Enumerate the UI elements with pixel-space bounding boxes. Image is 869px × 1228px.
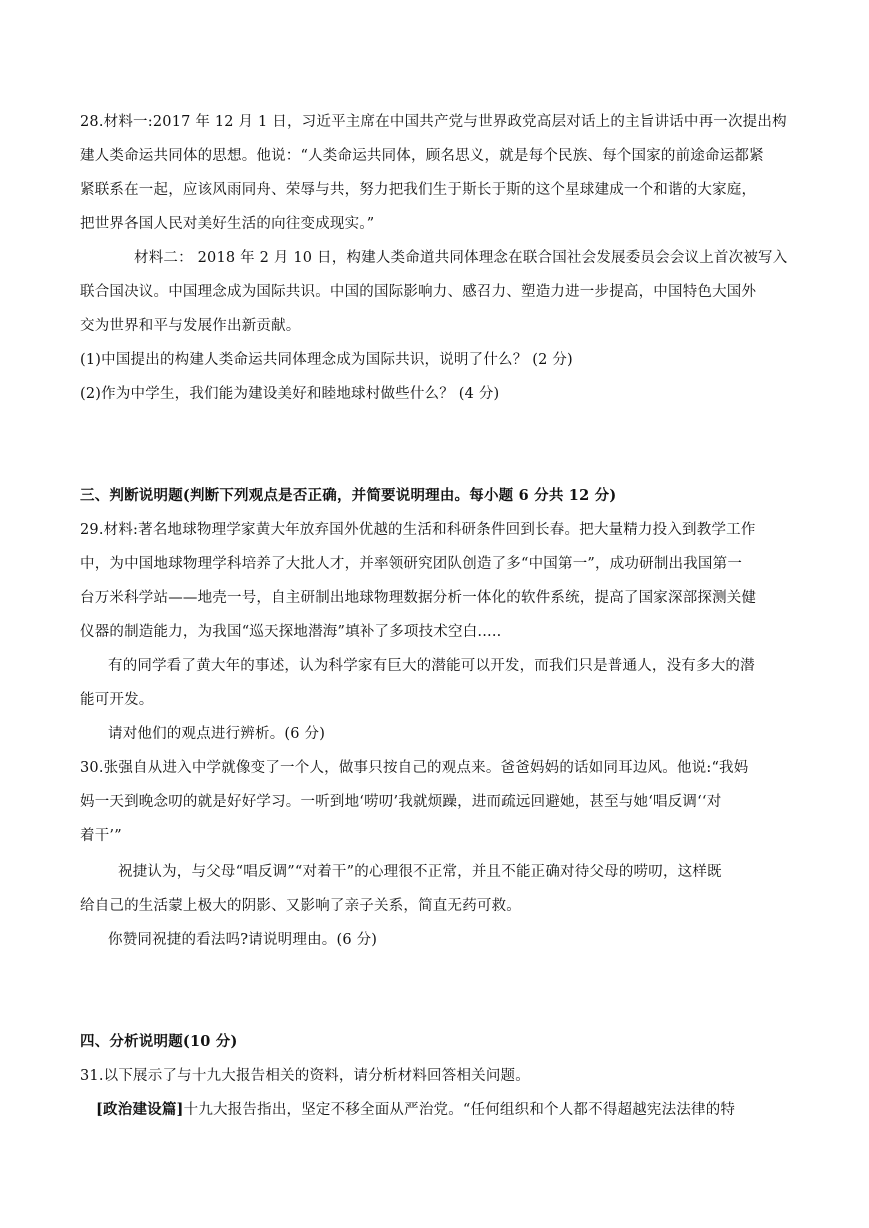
q29-line-3: 台万米科学站——地壳一号，自主研制出地球物理数据分析一体化的软件系统，提高了国家深部探测关健 [80, 590, 757, 606]
q29-task: 请对他们的观点进行辨析。(6 分) [108, 726, 326, 742]
q30-view-line-1: 祝捷认为，与父母“唱反调”“对着干”的心理很不正常，并且不能正确对待父母的唠叨，这样既 [118, 864, 722, 880]
q28-line-1: 28.材料一:2017 年 12 月 1 日，习近平主席在中国共产党与世界政党高层对话上的主旨讲话中再一次提出构 [80, 114, 787, 130]
q28-line-2: 建人类命运共同体的思想。他说：“人类命运共同体，顾名思义，就是每个民族、每个国家的前途命运都紧 [80, 148, 764, 164]
q29-line-4: 仪器的制造能力，为我国“巡天探地潜海”填补了多项技术空白..... [80, 624, 502, 640]
section-4-heading: 四、分析说明题(10 分) [80, 1033, 238, 1050]
q28-material2-line-1: 材料二： 2018 年 2 月 10 日，构建人类命道共同体理念在联合国社会发展委员会会议上首次被写入 [134, 250, 788, 266]
q30-line-3: 着干’” [80, 828, 122, 844]
q28-line-4: 把世界各国人民对美好生活的向往变成现实。” [80, 216, 375, 232]
q30-line-1: 30.张强自从进入中学就像变了一个人，做事只按自己的观点来。爸爸妈妈的话如同耳边风。他说:“我妈 [80, 760, 749, 776]
q28-material2-line-3: 交为世界和平与发展作出新贡献。 [80, 318, 301, 334]
q31-section-label: [政治建设篇] [96, 1101, 184, 1118]
q31-line-2 [96, 1100, 735, 1120]
q28-subquestion-2: (2)作为中学生，我们能为建设美好和睦地球村做些什么？ (4 分) [80, 386, 500, 402]
q29-line-1: 29.材料:著名地球物理学家黄大年放弃国外优越的生活和科研条件回到长春。把大量精力投入到教学工作 [80, 522, 756, 538]
q29-view-line-2: 能可开发。 [80, 692, 154, 708]
q30-task: 你赞同祝捷的看法吗?请说明理由。(6 分) [108, 932, 378, 948]
q31-line-2-text: 十九大报告指出，坚定不移全面从严治党。“任何组织和个人都不得超越宪法法律的特 [183, 1102, 736, 1118]
q30-view-line-2: 给自己的生活蒙上极大的阴影、又影响了亲子关系，简直无药可救。 [80, 898, 521, 914]
q28-subquestion-1: (1)中国提出的构建人类命运共同体理念成为国际共识，说明了什么？ (2 分) [80, 352, 573, 368]
q29-line-2: 中，为中国地球物理学科培养了大批人才，并率领研究团队创造了多“中国第一”，成功研制出我国第一 [80, 556, 743, 572]
section-3-heading: 三、判断说明题(判断下列观点是否正确，并简要说明理由。每小题 6 分共 12 分) [80, 487, 617, 504]
q28-line-3: 紧联系在一起，应该风雨同舟、荣辱与共，努力把我们生于斯长于斯的这个星球建成一个和谐的大家庭， [80, 182, 757, 198]
q30-line-2: 妈一天到晚念叨的就是好好学习。一听到地‘唠叨’我就烦躁，进而疏远回避她，甚至与她‘唱反调‘‘对 [80, 794, 722, 810]
q28-material2-line-2: 联合国决议。中国理念成为国际共识。中国的国际影响力、感召力、塑造力进一步提高，中国特色大国外 [80, 284, 757, 300]
q31-line-1: 31.以下展示了与十九大报告相关的资料，请分析材料回答相关问题。 [80, 1068, 530, 1084]
q29-view-line-1: 有的同学看了黄大年的事述，认为科学家有巨大的潜能可以开发，而我们只是普通人，没有多大的潜 [108, 658, 755, 674]
